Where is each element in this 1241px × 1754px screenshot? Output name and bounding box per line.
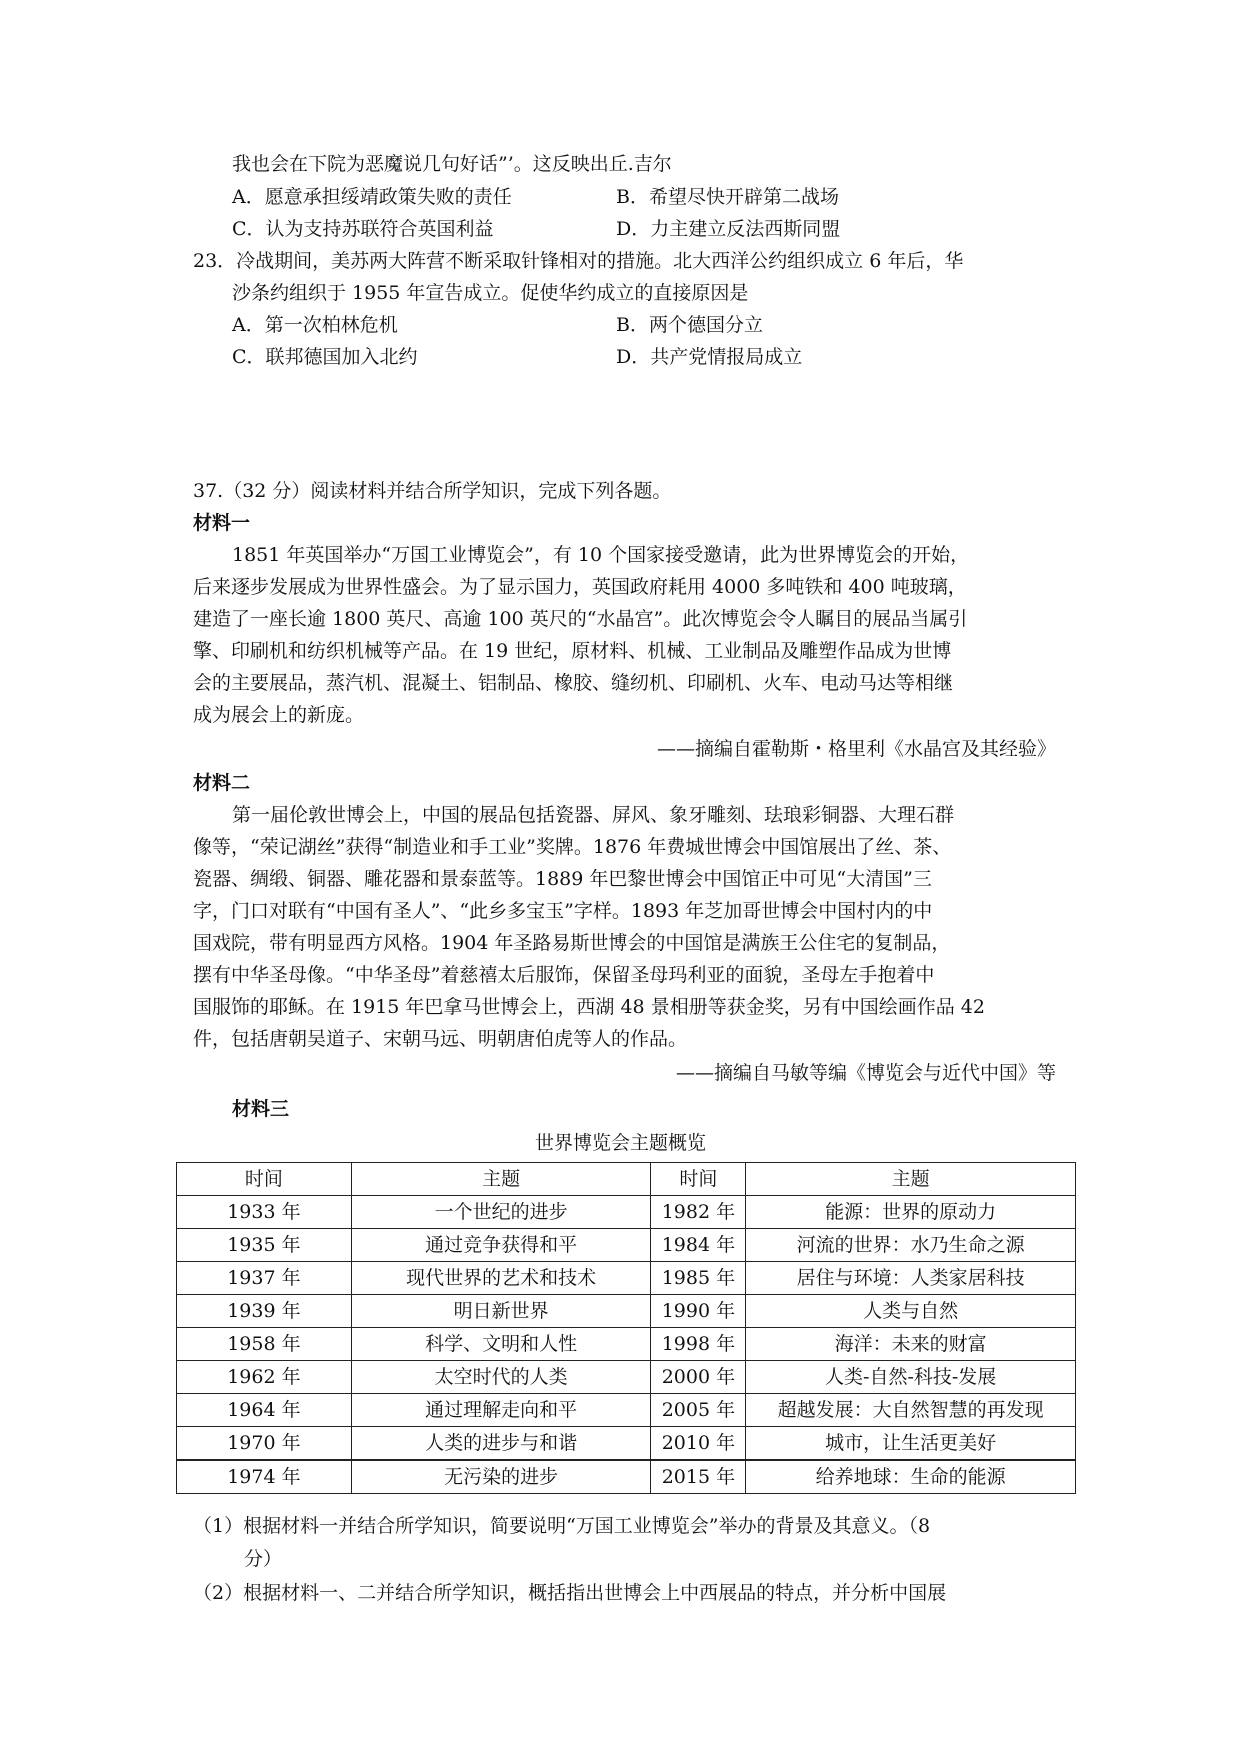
material2-line: 瓷器、绸缎、铜器、雕花器和景泰蓝等。1889 年巴黎世博会中国馆正中可见“大清国”三 (193, 868, 932, 890)
table-cell: 通过理解走向和平 (351, 1394, 651, 1427)
table-cell: 明日新世界 (351, 1295, 651, 1328)
material2-line: 国服饰的耶稣。在 1915 年巴拿马世博会上，西湖 48 景相册等获金奖，另有中国绘画作品 42 (193, 996, 985, 1018)
table-cell: 2005 年 (651, 1394, 746, 1427)
material2-line: 像等，“荣记湖丝”获得“制造业和手工业”奖牌。1876 年费城世博会中国馆展出了丝、茶、 (193, 836, 952, 858)
table-cell: 1990 年 (651, 1295, 746, 1328)
table-row (177, 1394, 1076, 1427)
sub-question-1-line2: 分） (244, 1548, 283, 1570)
table-cell: 人类的进步与和谐 (351, 1427, 651, 1461)
table-cell: 能源：世界的原动力 (746, 1196, 1076, 1229)
material1-line: 后来逐步发展成为世界性盛会。为了显示国力，英国政府耗用 4000 多吨铁和 400 吨玻璃， (193, 576, 967, 598)
table-cell: 1962 年 (177, 1361, 352, 1394)
table-row (177, 1196, 1076, 1229)
material2-title: 材料二 (193, 772, 251, 794)
table-cell: 城市，让生活更美好 (746, 1427, 1076, 1461)
table-cell: 人类与自然 (746, 1295, 1076, 1328)
material3-title: 材料三 (232, 1098, 290, 1120)
table-cell: 2000 年 (651, 1361, 746, 1394)
material2-source: ——摘编自马敏等编《博览会与近代中国》等 (675, 1062, 1056, 1084)
table-cell: 1964 年 (177, 1394, 352, 1427)
table-cell: 现代世界的艺术和技术 (351, 1262, 651, 1295)
table-cell: 1933 年 (177, 1196, 352, 1229)
table-cell: 2010 年 (651, 1427, 746, 1461)
table-row (177, 1427, 1076, 1461)
material2-line: 国戏院，带有明显西方风格。1904 年圣路易斯世博会的中国馆是满族王公住宅的复制品， (193, 932, 951, 954)
table-cell: 1939 年 (177, 1295, 352, 1328)
table-cell: 1974 年 (177, 1460, 352, 1494)
material2-line: 字，门口对联有“中国有圣人”、“此乡多宝玉”字样。1893 年芝加哥世博会中国村内的中 (193, 900, 933, 922)
table-cell: 1984 年 (651, 1229, 746, 1262)
material2-line: 摆有中华圣母像。“中华圣母”着慈禧太后服饰，保留圣母玛利亚的面貌，圣母左手抱着中 (193, 964, 935, 986)
table-row (177, 1262, 1076, 1295)
q22-option-b: B．希望尽快开辟第二战场 (616, 186, 839, 208)
q23-stem-line2: 沙条约组织于 1955 年宣告成立。促使华约成立的直接原因是 (232, 282, 749, 304)
table-cell: 1958 年 (177, 1328, 352, 1361)
table-cell: 1982 年 (651, 1196, 746, 1229)
table-cell: 1970 年 (177, 1427, 352, 1461)
expo-themes-table (176, 1162, 1076, 1494)
material2-line: 件，包括唐朝吴道子、宋朝马远、明朝唐伯虎等人的作品。 (193, 1028, 688, 1050)
material1-line: 建造了一座长逾 1800 英尺、高逾 100 英尺的“水晶宫”。此次博览会令人瞩目的展品当属引 (193, 608, 968, 630)
table-header-row (177, 1163, 1076, 1196)
material1-source: ——摘编自霍勒斯・格里利《水晶宫及其经验》 (656, 738, 1056, 760)
table-cell: 1937 年 (177, 1262, 352, 1295)
table-cell: 海洋：未来的财富 (746, 1328, 1076, 1361)
table-row (177, 1328, 1076, 1361)
table-row (177, 1229, 1076, 1262)
table-cell: 1935 年 (177, 1229, 352, 1262)
material1-line: 擎、印刷机和纺织机械等产品。在 19 世纪，原材料、机械、工业制品及雕塑作品成为世博 (193, 640, 952, 662)
table-row (177, 1361, 1076, 1394)
table-caption: 世界博览会主题概览 (534, 1132, 706, 1154)
table-cell: 科学、文明和人性 (351, 1328, 651, 1361)
sub-question-1-line1: （1）根据材料一并结合所学知识，简要说明“万国工业博览会”举办的背景及其意义。（8 (193, 1515, 931, 1537)
table-cell: 一个世纪的进步 (351, 1196, 651, 1229)
q22-stem-tail: 我也会在下院为恶魔说几句好话”’。这反映出丘.吉尔 (232, 153, 672, 175)
q23-option-b: B．两个德国分立 (616, 314, 763, 336)
table-cell: 太空时代的人类 (351, 1361, 651, 1394)
q37-header: 37.（32 分）阅读材料并结合所学知识，完成下列各题。 (193, 480, 672, 502)
table-row (177, 1460, 1076, 1494)
material1-line: 会的主要展品，蒸汽机、混凝土、铝制品、橡胶、缝纫机、印刷机、火车、电动马达等相继 (193, 672, 954, 694)
q23-option-c: C．联邦德国加入北约 (232, 346, 418, 368)
material1-line: 成为展会上的新庞。 (193, 704, 365, 726)
table-cell: 1998 年 (651, 1328, 746, 1361)
q23-option-d: D．共产党情报局成立 (616, 346, 803, 368)
table-row (177, 1295, 1076, 1328)
header-cell-theme: 主题 (746, 1163, 1076, 1196)
header-cell-theme: 主题 (351, 1163, 651, 1196)
table-cell: 无污染的进步 (351, 1460, 651, 1494)
q22-option-d: D．力主建立反法西斯同盟 (616, 218, 841, 240)
table-cell: 超越发展：大自然智慧的再发现 (746, 1394, 1076, 1427)
table-cell: 河流的世界：水乃生命之源 (746, 1229, 1076, 1262)
table-cell: 给养地球：生命的能源 (746, 1460, 1076, 1494)
q22-option-c: C．认为支持苏联符合英国利益 (232, 218, 494, 240)
table-cell: 1985 年 (651, 1262, 746, 1295)
table-cell: 通过竞争获得和平 (351, 1229, 651, 1262)
header-cell-time: 时间 (651, 1163, 746, 1196)
q22-option-a: A．愿意承担绥靖政策失败的责任 (232, 186, 512, 208)
q23-stem-line1: 23．冷战期间，美苏两大阵营不断采取针锋相对的措施。北大西洋公约组织成立 6 年后，华 (193, 250, 964, 272)
q23-option-a: A．第一次柏林危机 (232, 314, 398, 336)
material1-title: 材料一 (193, 512, 251, 534)
material1-line: 1851 年英国举办“万国工业博览会”，有 10 个国家接受邀请，此为世界博览会的开始， (232, 544, 970, 566)
sub-question-2-line1: （2）根据材料一、二并结合所学知识，概括指出世博会上中西展品的特点，并分析中国展 (193, 1582, 947, 1604)
header-cell-time: 时间 (177, 1163, 352, 1196)
table-cell: 人类-自然-科技-发展 (746, 1361, 1076, 1394)
table-cell: 居住与环境：人类家居科技 (746, 1262, 1076, 1295)
material2-line: 第一届伦敦世博会上，中国的展品包括瓷器、屏风、象牙雕刻、珐琅彩铜器、大理石群 (232, 804, 955, 826)
table-cell: 2015 年 (651, 1460, 746, 1494)
